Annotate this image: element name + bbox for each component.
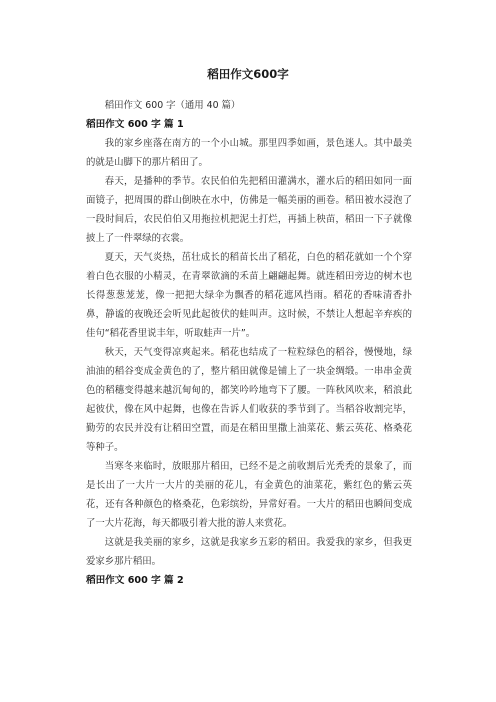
paragraph: 夏天，天气炎热，茁壮成长的稻苗长出了稻花，白色的稻花就如一个个穿着白色衣服的小精灵，在青翠欲滴的禾苗上翩翩起舞。就连稻田旁边的树木也长得葱葱茏茏，像一把把大绿伞为飘香的稻花遮风挡雨。稻花的香味清香扑鼻，静谧的夜晚还会听见此起彼伏的蛙叫声。这时候，不禁让人想起辛弃疾的佳句“稻花香里说丰年，听取蛙声一片”。 — [86, 252, 412, 339]
document-subtitle: 稻田作文 600 字（通用 40 篇） — [104, 100, 241, 111]
section-heading-1: 稻田作文 600 字 篇 1 — [86, 119, 184, 130]
document-body — [86, 96, 412, 590]
paragraph: 这就是我美丽的家乡，这就是我家乡五彩的稻田。我爱我的家乡，但我更爱家乡那片稻田。 — [86, 537, 412, 567]
paragraph: 我的家乡座落在南方的一个小山城。那里四季如画，景色迷人。其中最美的就是山脚下的那片稻田了。 — [86, 138, 412, 168]
paragraph: 当寒冬来临时，放眼那片稻田，已经不是之前收割后光秃秃的景象了，而是长出了一大片一大片的美丽的花儿，有金黄色的油菜花，紫红色的紫云英花，还有各种颜色的格桑花，色彩缤纷，异常好看。一大片的稻田也瞬间变成了一大片花海，每天都吸引着大批的游人来赏花。 — [86, 461, 412, 529]
paragraph: 秋天，天气变得凉爽起来。稻花也结成了一粒粒绿色的稻谷，慢慢地，绿油油的稻谷变成金黄色的了，整片稻田就像是铺上了一块金绸缎。一串串金黄色的稻穗变得越来越沉甸甸的，都笑吟吟地弯下了腰。一阵秋风吹来，稻浪此起彼伏，像在风中起舞，也像在告诉人们收获的季节到了。当稻谷收割完毕，勤劳的农民并没有让稻田空置，而是在稻田里撒上油菜花、紫云英花、格桑花等种子。 — [86, 347, 412, 453]
paragraph: 春天，是播种的季节。农民伯伯先把稻田灌满水，灌水后的稻田如同一面面镜子，把周围的群山倒映在水中，仿佛是一幅美丽的画卷。稻田被水浸泡了一段时间后，农民伯伯又用拖拉机把泥土打烂，再插上秧苗，稻田一下子就像披上了一件翠绿的衣裳。 — [86, 176, 412, 244]
document-title: 稻田作文600字 — [207, 67, 289, 81]
section-heading-2: 稻田作文 600 字 篇 2 — [86, 575, 184, 586]
